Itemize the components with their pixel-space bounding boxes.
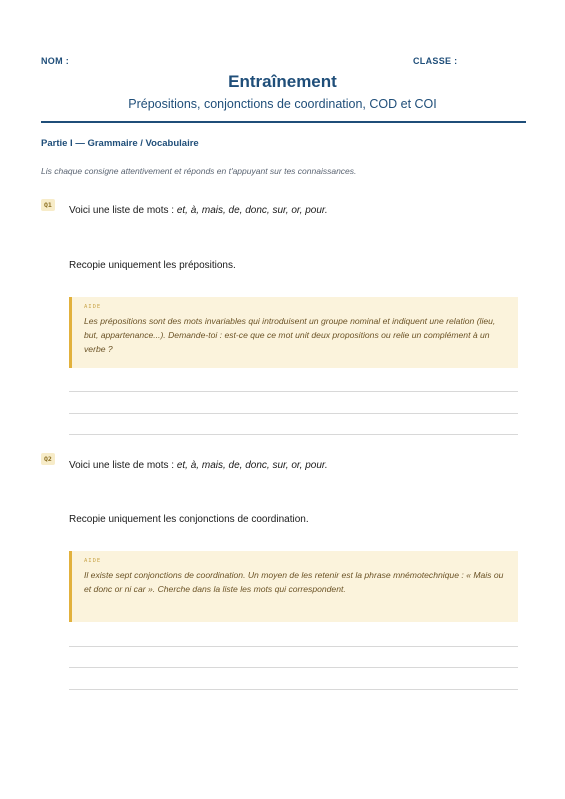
answer-line[interactable] [69,434,518,435]
hint-label: AIDE [84,558,102,564]
nom-label: NOM : [41,56,69,66]
question-intro: Voici une liste de mots : [69,205,175,216]
page-subtitle: Prépositions, conjonctions de coordination, COD et COI [128,97,437,111]
classe-label: CLASSE : [413,56,458,66]
question-prompt [69,460,328,471]
answer-line[interactable] [69,667,518,668]
question-task: Recopie uniquement les conjonctions de coordination. [69,514,309,525]
word-list: et, à, mais, de, donc, sur, or, pour. [176,460,328,471]
word-list: et, à, mais, de, donc, sur, or, pour. [176,205,328,216]
answer-line[interactable] [69,391,518,392]
answer-line[interactable] [69,646,518,647]
question-prompt [69,205,328,216]
question-intro: Voici une liste de mots : [69,460,175,471]
page-title: Entraînement [228,72,337,91]
header-divider [41,121,526,123]
answer-line[interactable] [69,689,518,690]
hint-text: Il existe sept conjonctions de coordination. Un moyen de les retenir est la phrase mnémotechnique : « Mais ou et donc or ni car ». Cherche dans la liste les mots qui correspondent. [84,570,504,594]
question-task: Recopie uniquement les prépositions. [69,260,236,271]
hint-label: AIDE [84,304,102,310]
answer-line[interactable] [69,413,518,414]
hint-box [69,297,518,368]
question-badge: Q1 [41,199,55,211]
section-instruction: Lis chaque consigne attentivement et réponds en t'appuyant sur tes connaissances. [41,166,357,176]
hint-box [69,551,518,622]
hint-text: Les prépositions sont des mots invariables qui introduisent un groupe nominal et indiquent une relation (lieu, but, appartenance...). Demande-toi : est-ce que ce mot unit deux propositions ou relie un complément à un verbe ? [84,316,496,354]
question-badge: Q2 [41,453,55,465]
section-title: Partie I — Grammaire / Vocabulaire [41,138,199,149]
